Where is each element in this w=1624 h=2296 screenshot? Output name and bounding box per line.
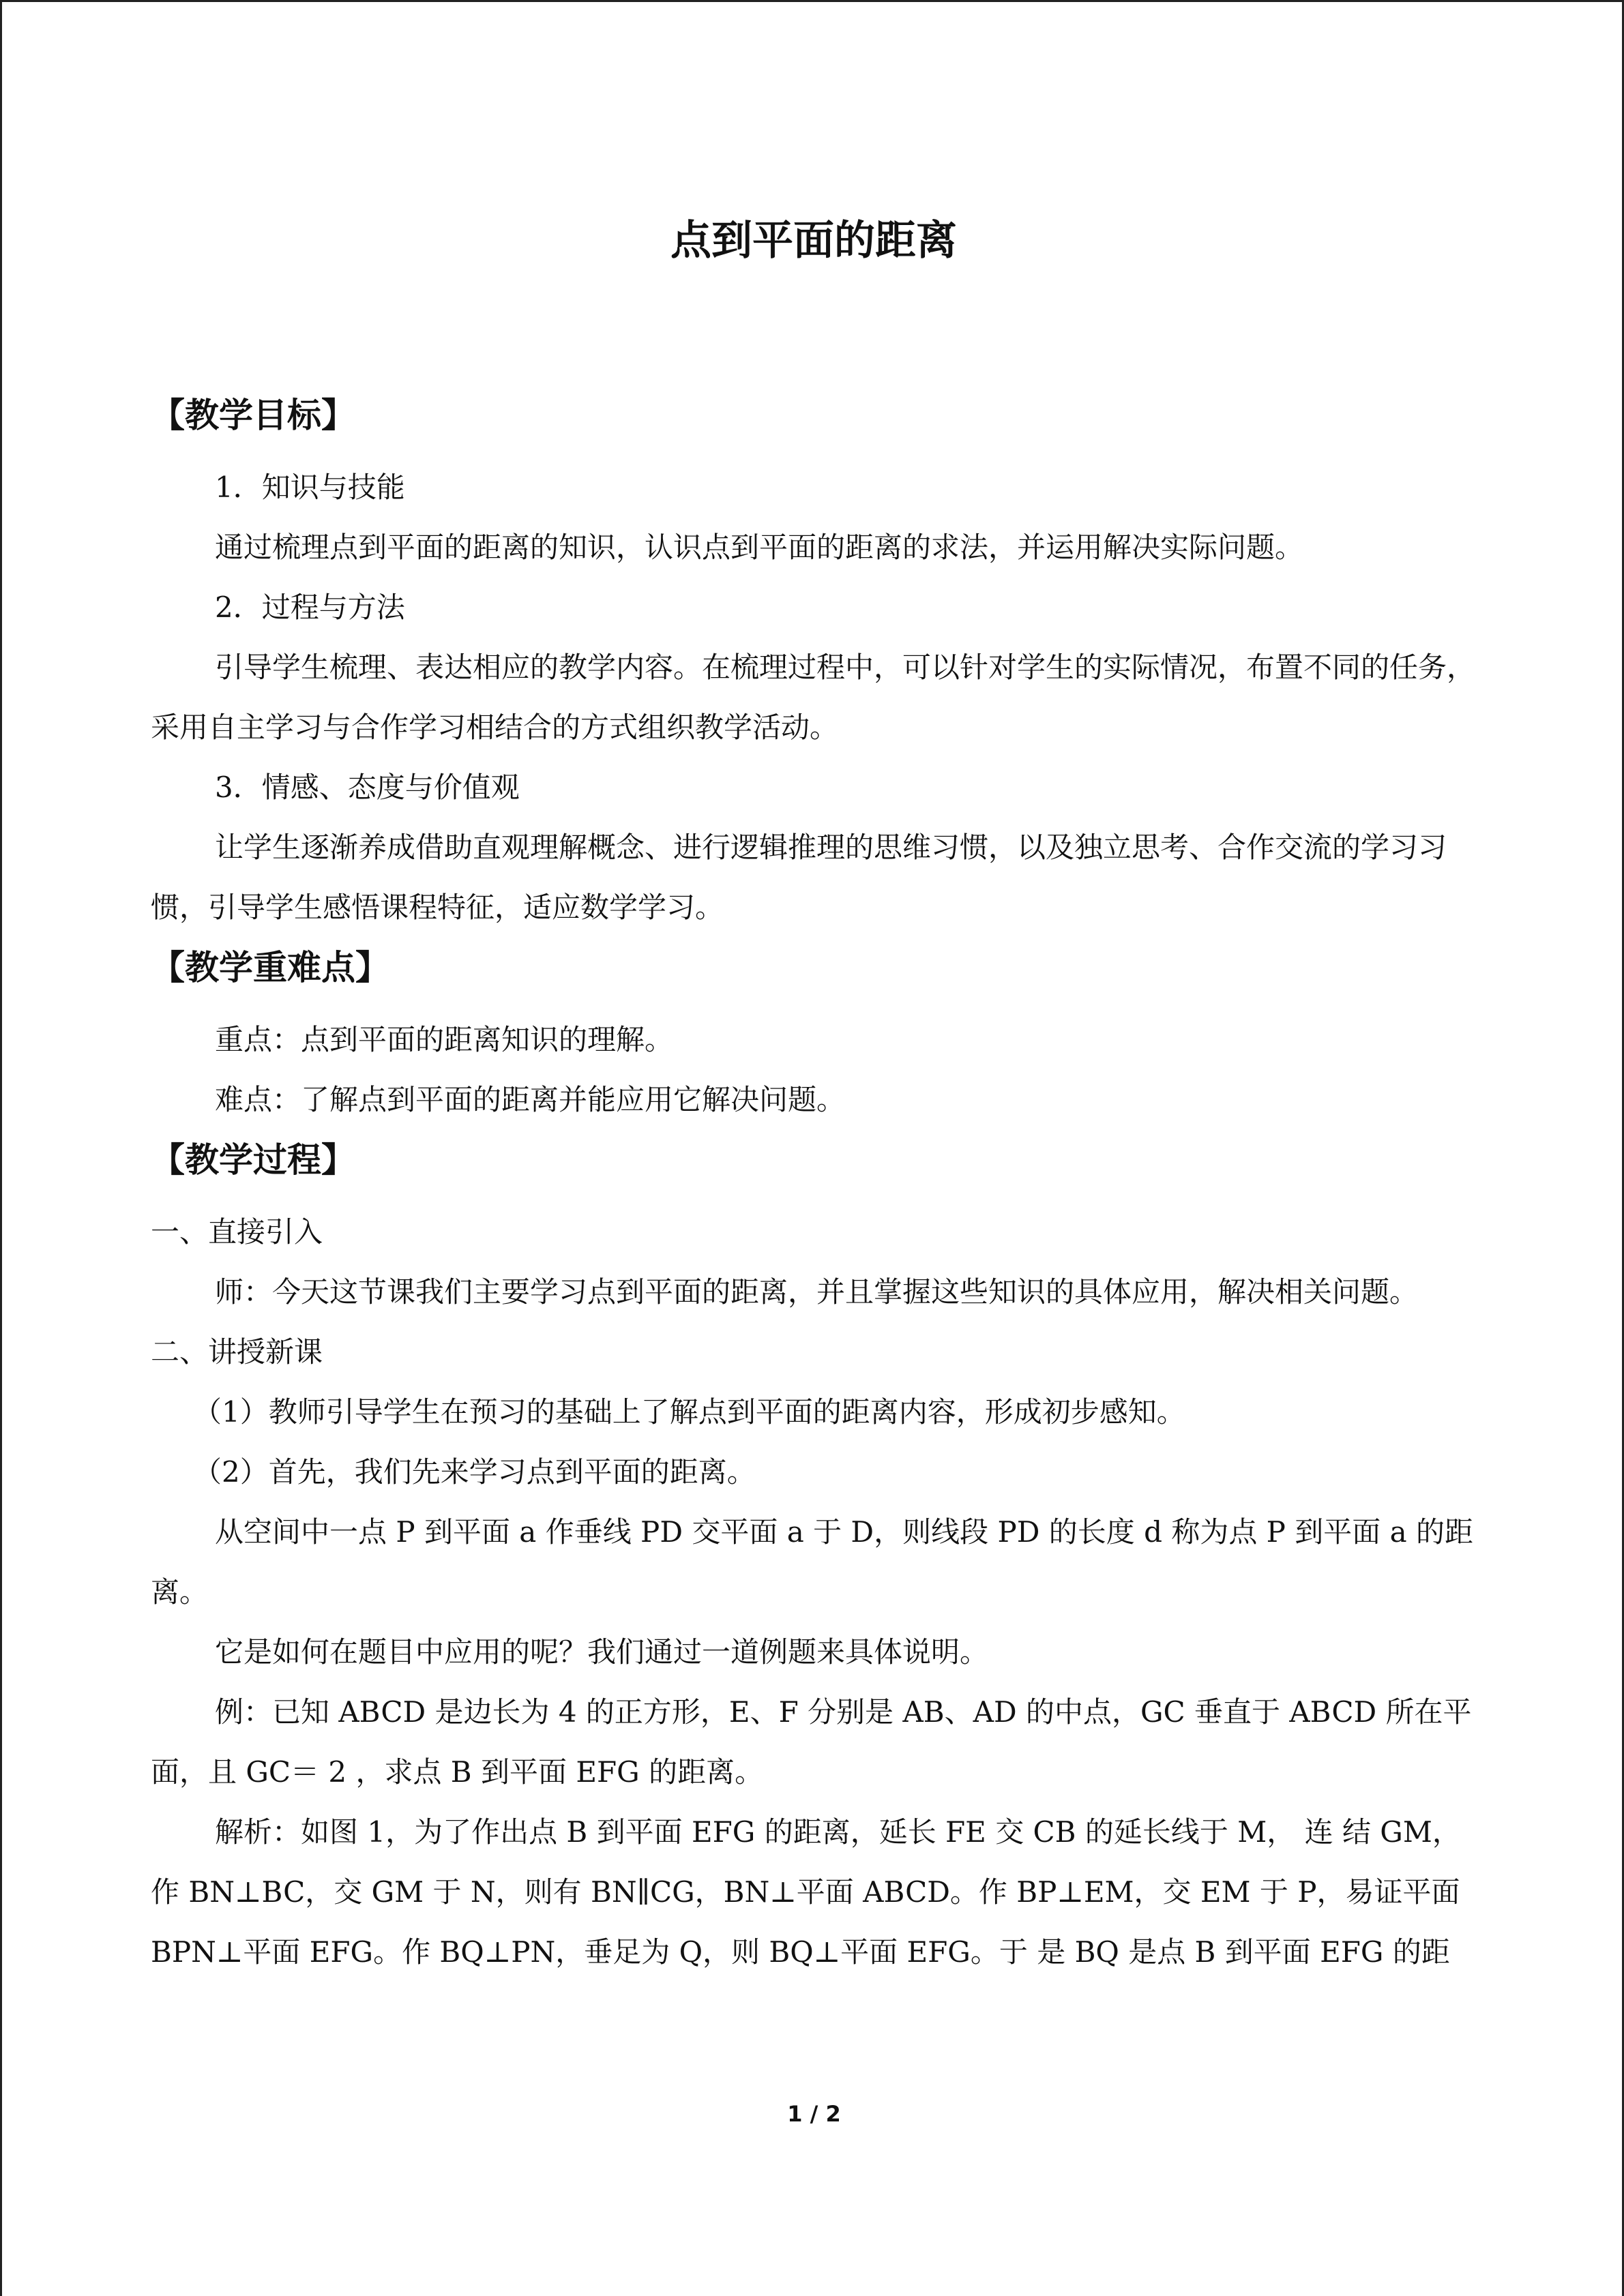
process-example: 例：已知 ABCD 是边长为 4 的正方形，E、F 分别是 AB、AD 的中点，GC 垂直于 ABCD 所在平面，且 GC＝ 2 ，求点 B 到平面 EFG 的距离。 <box>151 1695 1472 1789</box>
section-heading-goals: 【教学目标】 <box>151 396 355 435</box>
page-title: 点到平面的距离 <box>670 217 957 265</box>
process-part1-text: 师：今天这节课我们主要学习点到平面的距离，并且掌握这些知识的具体应用，解决相关问题。 <box>215 1275 1419 1309</box>
process-analysis: 解析：如图 1，为了作出点 B 到平面 EFG 的距离，延长 FE 交 CB 的延长线于 M， 连 结 GM，作 BN⊥BC，交 GM 于 N，则有 BN∥CG，BN⊥平面 ABCD。作 BP⊥EM，交 EM 于 P，易证平面 BPN⊥平面 EFG。作 BQ⊥PN，垂足为 Q，则 BQ⊥平面 EFG。于 是 BQ 是点 B 到平面 EFG 的距 <box>151 1815 1461 1969</box>
process-definition: 从空间中一点 P 到平面 a 作垂线 PD 交平面 a 于 D，则线段 PD 的长度 d 称为点 P 到平面 a 的距离。 <box>151 1515 1474 1609</box>
page-number: 1 / 2 <box>787 2101 841 2127</box>
key-point: 重点：点到平面的距离知识的理解。 <box>215 1023 674 1056</box>
goal-knowledge-label: 1．知识与技能 <box>215 471 405 504</box>
goal-knowledge-text: 通过梳理点到平面的距离的知识，认识点到平面的距离的求法，并运用解决实际问题。 <box>215 531 1304 564</box>
goal-process-label: 2．过程与方法 <box>215 591 405 624</box>
section-heading-process: 【教学过程】 <box>151 1140 355 1180</box>
document-body <box>151 200 1477 1982</box>
process-step2: （2）首先，我们先来学习点到平面的距离。 <box>193 1455 756 1489</box>
process-step1: （1）教师引导学生在预习的基础上了解点到平面的距离内容，形成初步感知。 <box>193 1395 1185 1429</box>
section-heading-key-points: 【教学重难点】 <box>151 948 389 987</box>
process-part1-label: 一、直接引入 <box>151 1215 323 1249</box>
difficult-point: 难点：了解点到平面的距离并能应用它解决问题。 <box>215 1083 846 1116</box>
process-transition: 它是如何在题目中应用的呢？我们通过一道例题来具体说明。 <box>215 1635 989 1669</box>
goal-emotion-label: 3．情感、态度与价值观 <box>215 771 520 804</box>
process-part2-label: 二、讲授新课 <box>151 1335 323 1369</box>
goal-process-text: 引导学生梳理、表达相应的教学内容。在梳理过程中，可以针对学生的实际情况，布置不同的任务，采用自主学习与合作学习相结合的方式组织教学活动。 <box>151 651 1476 744</box>
spacer <box>151 282 1477 385</box>
goal-emotion-text: 让学生逐渐养成借助直观理解概念、进行逻辑推理的思维习惯，以及独立思考、合作交流的学习习惯，引导学生感悟课程特征，适应数学学习。 <box>151 831 1447 924</box>
